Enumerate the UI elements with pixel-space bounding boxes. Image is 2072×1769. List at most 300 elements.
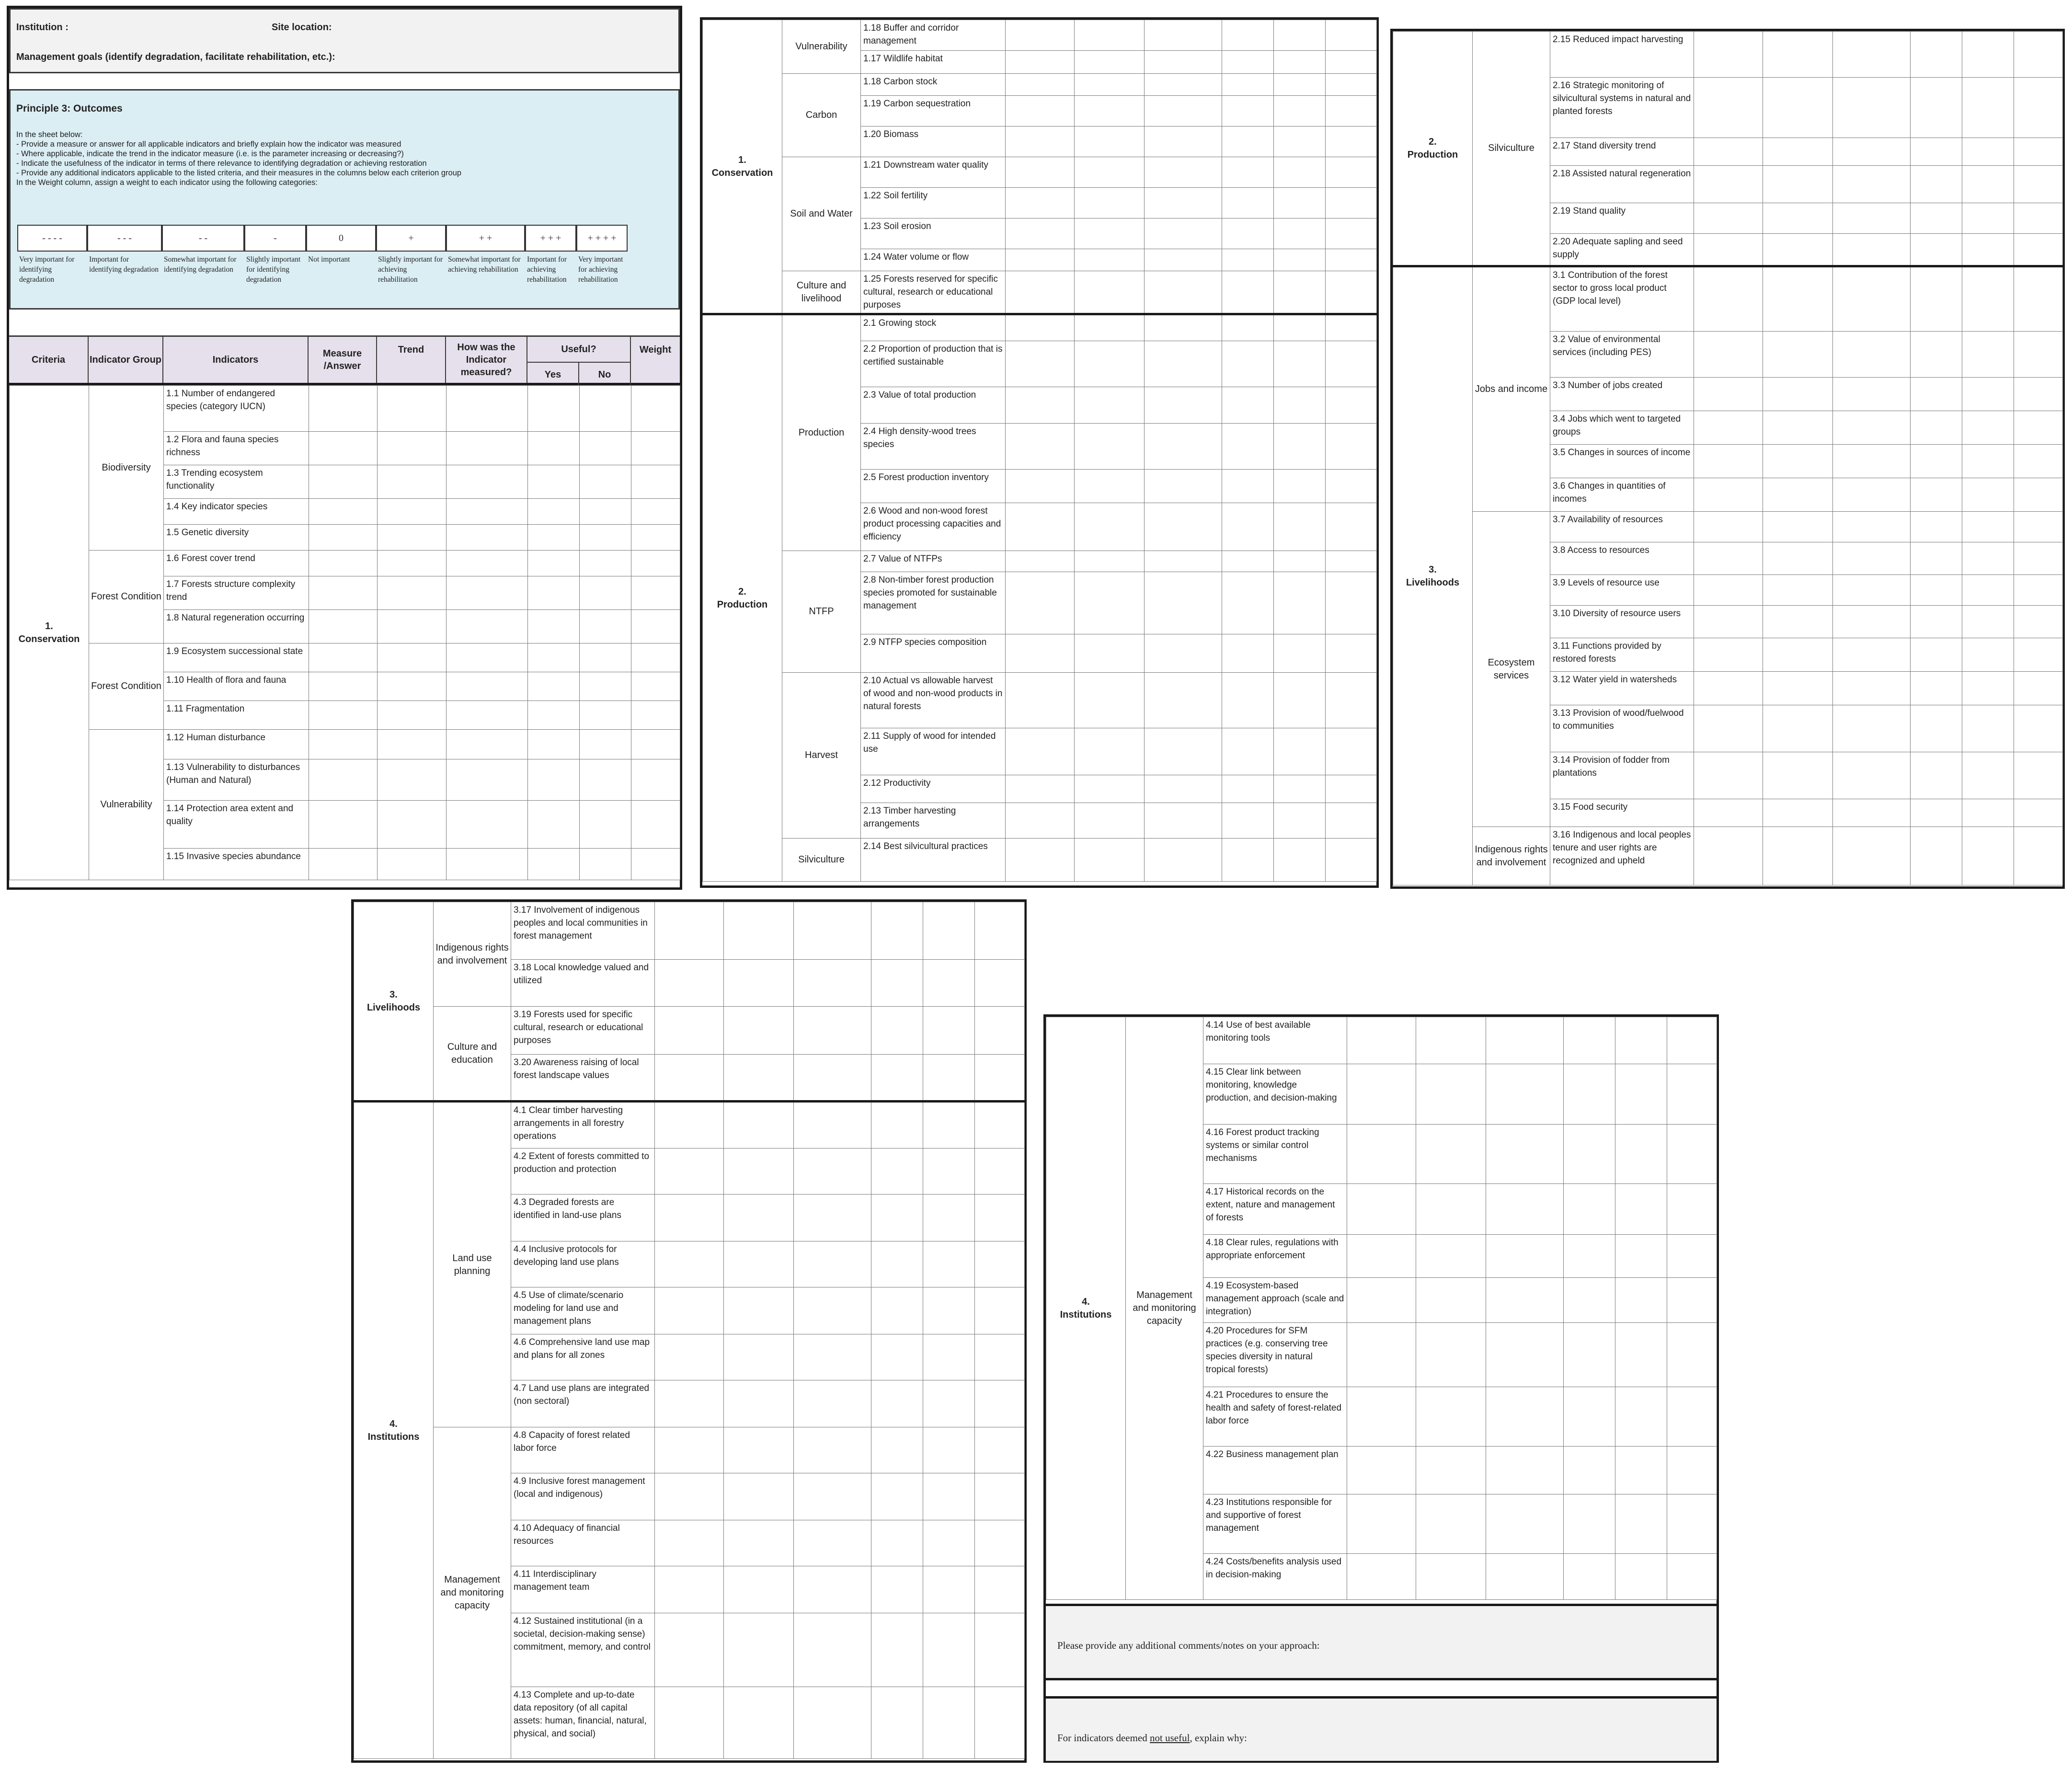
useful-yes-cell[interactable] (1222, 96, 1274, 126)
trend-cell[interactable] (1075, 673, 1145, 728)
weight-cell[interactable] (975, 1380, 1025, 1427)
useful-no-cell[interactable] (580, 759, 631, 801)
trend-cell[interactable] (378, 701, 446, 730)
useful-yes-cell[interactable] (1564, 1017, 1615, 1064)
useful-no-cell[interactable] (1274, 271, 1326, 314)
useful-yes-cell[interactable] (1222, 126, 1274, 157)
useful-yes-cell[interactable] (1911, 78, 1962, 138)
useful-no-cell[interactable] (1962, 266, 2014, 332)
measure-cell[interactable] (1347, 1387, 1416, 1447)
measure-cell[interactable] (1006, 551, 1075, 572)
useful-no-cell[interactable] (1962, 234, 2014, 266)
how-measured-cell[interactable] (446, 499, 528, 525)
trend-cell[interactable] (1763, 478, 1833, 512)
weight-cell[interactable] (631, 643, 680, 672)
trend-cell[interactable] (1075, 551, 1145, 572)
trend-cell[interactable] (1763, 32, 1833, 78)
weight-cell[interactable] (975, 1241, 1025, 1287)
how-measured-cell[interactable] (1833, 542, 1911, 575)
weight-cell[interactable] (1326, 96, 1377, 126)
measure-cell[interactable] (309, 432, 378, 465)
how-measured-cell[interactable] (446, 465, 528, 499)
useful-no-cell[interactable] (923, 902, 975, 960)
measure-cell[interactable] (655, 902, 724, 960)
useful-yes-cell[interactable] (1911, 166, 1962, 203)
trend-cell[interactable] (1763, 203, 1833, 234)
weight-cell[interactable] (2014, 378, 2063, 411)
trend-cell[interactable] (1075, 387, 1145, 424)
useful-yes-cell[interactable] (1222, 572, 1274, 634)
trend-cell[interactable] (1075, 572, 1145, 634)
measure-cell[interactable] (655, 1380, 724, 1427)
useful-no-cell[interactable] (580, 576, 631, 610)
measure-cell[interactable] (655, 1427, 724, 1473)
useful-no-cell[interactable] (1615, 1064, 1667, 1125)
useful-no-cell[interactable] (1274, 249, 1326, 271)
measure-cell[interactable] (1694, 32, 1763, 78)
trend-cell[interactable] (378, 465, 446, 499)
useful-yes-cell[interactable] (1911, 542, 1962, 575)
useful-no-cell[interactable] (580, 643, 631, 672)
measure-cell[interactable] (655, 1241, 724, 1287)
measure-cell[interactable] (309, 801, 378, 849)
useful-yes-cell[interactable] (1222, 728, 1274, 775)
useful-yes-cell[interactable] (1911, 672, 1962, 705)
trend-cell[interactable] (724, 1613, 794, 1687)
useful-yes-cell[interactable] (871, 1241, 923, 1287)
weight-cell[interactable] (2014, 575, 2063, 606)
useful-no-cell[interactable] (580, 465, 631, 499)
useful-no-cell[interactable] (1274, 673, 1326, 728)
weight-cell[interactable] (975, 902, 1025, 960)
measure-cell[interactable] (1347, 1064, 1416, 1125)
trend-cell[interactable] (1763, 266, 1833, 332)
trend-cell[interactable] (1075, 249, 1145, 271)
how-measured-cell[interactable] (1145, 634, 1222, 673)
how-measured-cell[interactable] (1145, 673, 1222, 728)
measure-cell[interactable] (1694, 827, 1763, 885)
useful-yes-cell[interactable] (1911, 606, 1962, 638)
useful-yes-cell[interactable] (871, 1007, 923, 1055)
useful-no-cell[interactable] (1274, 51, 1326, 74)
useful-no-cell[interactable] (1274, 551, 1326, 572)
useful-no-cell[interactable] (923, 1473, 975, 1520)
useful-yes-cell[interactable] (1911, 138, 1962, 166)
measure-cell[interactable] (1006, 271, 1075, 314)
trend-cell[interactable] (378, 801, 446, 849)
useful-yes-cell[interactable] (1222, 271, 1274, 314)
weight-cell[interactable] (2014, 411, 2063, 445)
weight-cell[interactable] (1326, 470, 1377, 503)
useful-no-cell[interactable] (580, 525, 631, 551)
how-measured-cell[interactable] (1145, 341, 1222, 387)
weight-cell[interactable] (631, 576, 680, 610)
weight-cell[interactable] (975, 1613, 1025, 1687)
trend-cell[interactable] (724, 1007, 794, 1055)
how-measured-cell[interactable] (1833, 138, 1911, 166)
useful-no-cell[interactable] (923, 1334, 975, 1380)
weight-cell[interactable] (2014, 752, 2063, 799)
how-measured-cell[interactable] (794, 1427, 871, 1473)
trend-cell[interactable] (724, 1427, 794, 1473)
trend-cell[interactable] (1763, 638, 1833, 672)
how-measured-cell[interactable] (794, 1380, 871, 1427)
how-measured-cell[interactable] (1486, 1184, 1564, 1235)
useful-yes-cell[interactable] (1222, 673, 1274, 728)
useful-no-cell[interactable] (1962, 78, 2014, 138)
how-measured-cell[interactable] (1486, 1494, 1564, 1554)
trend-cell[interactable] (724, 1473, 794, 1520)
trend-cell[interactable] (1763, 78, 1833, 138)
useful-yes-cell[interactable] (871, 1287, 923, 1334)
weight-cell[interactable] (631, 759, 680, 801)
weight-cell[interactable] (1326, 20, 1377, 51)
useful-yes-cell[interactable] (1564, 1125, 1615, 1184)
useful-yes-cell[interactable] (1911, 752, 1962, 799)
how-measured-cell[interactable] (1486, 1447, 1564, 1494)
useful-yes-cell[interactable] (1564, 1494, 1615, 1554)
useful-no-cell[interactable] (1274, 74, 1326, 96)
weight-cell[interactable] (1667, 1125, 1717, 1184)
measure-cell[interactable] (1006, 839, 1075, 882)
trend-cell[interactable] (378, 643, 446, 672)
how-measured-cell[interactable] (1145, 424, 1222, 470)
weight-cell[interactable] (1326, 839, 1377, 882)
measure-cell[interactable] (1694, 606, 1763, 638)
measure-cell[interactable] (1694, 234, 1763, 266)
how-measured-cell[interactable] (1145, 387, 1222, 424)
trend-cell[interactable] (1075, 341, 1145, 387)
useful-yes-cell[interactable] (1911, 445, 1962, 478)
how-measured-cell[interactable] (1145, 249, 1222, 271)
weight-cell[interactable] (975, 1195, 1025, 1241)
weight-cell[interactable] (975, 1102, 1025, 1149)
trend-cell[interactable] (1763, 411, 1833, 445)
measure-cell[interactable] (655, 1520, 724, 1566)
how-measured-cell[interactable] (1145, 470, 1222, 503)
useful-no-cell[interactable] (923, 1566, 975, 1613)
trend-cell[interactable] (1075, 218, 1145, 249)
useful-yes-cell[interactable] (1911, 705, 1962, 752)
how-measured-cell[interactable] (1145, 803, 1222, 839)
weight-cell[interactable] (975, 1287, 1025, 1334)
weight-cell[interactable] (1667, 1235, 1717, 1278)
measure-cell[interactable] (1347, 1184, 1416, 1235)
measure-cell[interactable] (1006, 218, 1075, 249)
useful-no-cell[interactable] (1962, 542, 2014, 575)
measure-cell[interactable] (655, 1473, 724, 1520)
useful-yes-cell[interactable] (1564, 1235, 1615, 1278)
measure-cell[interactable] (655, 1055, 724, 1102)
useful-yes-cell[interactable] (528, 849, 580, 880)
how-measured-cell[interactable] (794, 1520, 871, 1566)
useful-yes-cell[interactable] (1911, 234, 1962, 266)
weight-cell[interactable] (2014, 78, 2063, 138)
useful-yes-cell[interactable] (528, 499, 580, 525)
measure-cell[interactable] (1006, 728, 1075, 775)
useful-yes-cell[interactable] (1222, 51, 1274, 74)
trend-cell[interactable] (1763, 378, 1833, 411)
useful-no-cell[interactable] (580, 610, 631, 643)
useful-no-cell[interactable] (923, 1055, 975, 1102)
weight-cell[interactable] (2014, 827, 2063, 885)
weight-cell[interactable] (1326, 424, 1377, 470)
trend-cell[interactable] (378, 730, 446, 759)
weight-cell[interactable] (1326, 249, 1377, 271)
trend-cell[interactable] (724, 960, 794, 1007)
useful-no-cell[interactable] (1274, 470, 1326, 503)
how-measured-cell[interactable] (446, 432, 528, 465)
measure-cell[interactable] (655, 960, 724, 1007)
trend-cell[interactable] (1075, 503, 1145, 551)
useful-no-cell[interactable] (1962, 166, 2014, 203)
trend-cell[interactable] (724, 1149, 794, 1195)
weight-cell[interactable] (975, 960, 1025, 1007)
trend-cell[interactable] (1763, 752, 1833, 799)
how-measured-cell[interactable] (794, 1473, 871, 1520)
useful-yes-cell[interactable] (528, 576, 580, 610)
how-measured-cell[interactable] (794, 1687, 871, 1759)
useful-yes-cell[interactable] (1564, 1323, 1615, 1387)
how-measured-cell[interactable] (1145, 728, 1222, 775)
useful-yes-cell[interactable] (1911, 266, 1962, 332)
weight-cell[interactable] (1326, 157, 1377, 188)
weight-cell[interactable] (631, 465, 680, 499)
how-measured-cell[interactable] (1145, 51, 1222, 74)
how-measured-cell[interactable] (446, 643, 528, 672)
measure-cell[interactable] (1347, 1278, 1416, 1323)
trend-cell[interactable] (1075, 157, 1145, 188)
trend-cell[interactable] (724, 902, 794, 960)
measure-cell[interactable] (309, 465, 378, 499)
weight-cell[interactable] (1667, 1554, 1717, 1600)
weight-cell[interactable] (2014, 445, 2063, 478)
trend-cell[interactable] (1763, 445, 1833, 478)
how-measured-cell[interactable] (1833, 672, 1911, 705)
useful-no-cell[interactable] (1274, 188, 1326, 218)
trend-cell[interactable] (1763, 575, 1833, 606)
how-measured-cell[interactable] (446, 849, 528, 880)
measure-cell[interactable] (309, 701, 378, 730)
how-measured-cell[interactable] (1486, 1554, 1564, 1600)
trend-cell[interactable] (1075, 74, 1145, 96)
trend-cell[interactable] (378, 672, 446, 701)
useful-yes-cell[interactable] (1911, 32, 1962, 78)
trend-cell[interactable] (378, 576, 446, 610)
useful-yes-cell[interactable] (1222, 74, 1274, 96)
useful-yes-cell[interactable] (528, 759, 580, 801)
useful-no-cell[interactable] (1274, 572, 1326, 634)
useful-yes-cell[interactable] (528, 465, 580, 499)
trend-cell[interactable] (1763, 332, 1833, 378)
how-measured-cell[interactable] (794, 960, 871, 1007)
measure-cell[interactable] (655, 1566, 724, 1613)
trend-cell[interactable] (378, 386, 446, 432)
measure-cell[interactable] (309, 643, 378, 672)
how-measured-cell[interactable] (1145, 775, 1222, 803)
measure-cell[interactable] (1694, 799, 1763, 827)
measure-cell[interactable] (309, 610, 378, 643)
how-measured-cell[interactable] (1145, 314, 1222, 341)
measure-cell[interactable] (1006, 314, 1075, 341)
trend-cell[interactable] (1763, 138, 1833, 166)
weight-cell[interactable] (975, 1687, 1025, 1759)
useful-no-cell[interactable] (1962, 411, 2014, 445)
useful-yes-cell[interactable] (1222, 249, 1274, 271)
trend-cell[interactable] (1075, 126, 1145, 157)
how-measured-cell[interactable] (446, 672, 528, 701)
weight-cell[interactable] (2014, 32, 2063, 78)
useful-yes-cell[interactable] (1222, 20, 1274, 51)
how-measured-cell[interactable] (1145, 551, 1222, 572)
how-measured-cell[interactable] (1833, 234, 1911, 266)
how-measured-cell[interactable] (1145, 157, 1222, 188)
useful-no-cell[interactable] (923, 1427, 975, 1473)
weight-cell[interactable] (975, 1566, 1025, 1613)
trend-cell[interactable] (1763, 512, 1833, 542)
measure-cell[interactable] (1347, 1494, 1416, 1554)
useful-no-cell[interactable] (1274, 126, 1326, 157)
how-measured-cell[interactable] (1145, 188, 1222, 218)
trend-cell[interactable] (1075, 188, 1145, 218)
useful-no-cell[interactable] (1962, 512, 2014, 542)
useful-yes-cell[interactable] (1564, 1554, 1615, 1600)
how-measured-cell[interactable] (1833, 203, 1911, 234)
useful-no-cell[interactable] (1615, 1494, 1667, 1554)
how-measured-cell[interactable] (1486, 1017, 1564, 1064)
measure-cell[interactable] (1006, 188, 1075, 218)
useful-no-cell[interactable] (1615, 1447, 1667, 1494)
trend-cell[interactable] (1416, 1447, 1486, 1494)
how-measured-cell[interactable] (1145, 96, 1222, 126)
useful-no-cell[interactable] (1274, 387, 1326, 424)
weight-cell[interactable] (975, 1055, 1025, 1102)
weight-cell[interactable] (1326, 126, 1377, 157)
useful-no-cell[interactable] (580, 849, 631, 880)
measure-cell[interactable] (1006, 341, 1075, 387)
trend-cell[interactable] (378, 849, 446, 880)
useful-yes-cell[interactable] (1564, 1184, 1615, 1235)
useful-yes-cell[interactable] (1564, 1278, 1615, 1323)
useful-yes-cell[interactable] (1222, 775, 1274, 803)
useful-yes-cell[interactable] (1222, 157, 1274, 188)
how-measured-cell[interactable] (1833, 411, 1911, 445)
measure-cell[interactable] (1006, 126, 1075, 157)
useful-yes-cell[interactable] (1911, 332, 1962, 378)
weight-cell[interactable] (1326, 551, 1377, 572)
trend-cell[interactable] (1416, 1125, 1486, 1184)
how-measured-cell[interactable] (794, 1102, 871, 1149)
measure-cell[interactable] (1694, 672, 1763, 705)
weight-cell[interactable] (2014, 638, 2063, 672)
measure-cell[interactable] (655, 1287, 724, 1334)
weight-cell[interactable] (1326, 218, 1377, 249)
useful-no-cell[interactable] (1962, 445, 2014, 478)
useful-yes-cell[interactable] (1222, 803, 1274, 839)
useful-yes-cell[interactable] (1222, 424, 1274, 470)
how-measured-cell[interactable] (794, 1613, 871, 1687)
measure-cell[interactable] (1006, 503, 1075, 551)
trend-cell[interactable] (1416, 1554, 1486, 1600)
weight-cell[interactable] (2014, 266, 2063, 332)
weight-cell[interactable] (2014, 203, 2063, 234)
useful-yes-cell[interactable] (871, 1473, 923, 1520)
useful-yes-cell[interactable] (1564, 1387, 1615, 1447)
trend-cell[interactable] (1416, 1387, 1486, 1447)
useful-yes-cell[interactable] (1222, 188, 1274, 218)
measure-cell[interactable] (1006, 157, 1075, 188)
measure-cell[interactable] (1347, 1125, 1416, 1184)
how-measured-cell[interactable] (446, 551, 528, 576)
trend-cell[interactable] (1763, 705, 1833, 752)
useful-yes-cell[interactable] (871, 1520, 923, 1566)
weight-cell[interactable] (631, 672, 680, 701)
trend-cell[interactable] (1075, 728, 1145, 775)
not-useful-notes-box[interactable] (1046, 1696, 1717, 1761)
useful-no-cell[interactable] (1962, 606, 2014, 638)
how-measured-cell[interactable] (794, 1055, 871, 1102)
measure-cell[interactable] (1694, 78, 1763, 138)
useful-yes-cell[interactable] (1911, 638, 1962, 672)
weight-cell[interactable] (2014, 512, 2063, 542)
useful-no-cell[interactable] (1274, 839, 1326, 882)
measure-cell[interactable] (1694, 705, 1763, 752)
useful-yes-cell[interactable] (528, 643, 580, 672)
useful-yes-cell[interactable] (1222, 634, 1274, 673)
weight-cell[interactable] (631, 730, 680, 759)
trend-cell[interactable] (724, 1195, 794, 1241)
measure-cell[interactable] (1694, 512, 1763, 542)
useful-yes-cell[interactable] (871, 1334, 923, 1380)
trend-cell[interactable] (1416, 1184, 1486, 1235)
useful-no-cell[interactable] (1962, 672, 2014, 705)
useful-yes-cell[interactable] (1222, 551, 1274, 572)
measure-cell[interactable] (309, 672, 378, 701)
useful-yes-cell[interactable] (1911, 575, 1962, 606)
trend-cell[interactable] (1075, 314, 1145, 341)
weight-cell[interactable] (1326, 74, 1377, 96)
useful-yes-cell[interactable] (871, 1613, 923, 1687)
useful-yes-cell[interactable] (1911, 411, 1962, 445)
useful-no-cell[interactable] (1274, 20, 1326, 51)
useful-yes-cell[interactable] (1911, 512, 1962, 542)
trend-cell[interactable] (1763, 799, 1833, 827)
how-measured-cell[interactable] (1145, 572, 1222, 634)
useful-yes-cell[interactable] (871, 1055, 923, 1102)
useful-no-cell[interactable] (1962, 203, 2014, 234)
measure-cell[interactable] (655, 1149, 724, 1195)
trend-cell[interactable] (1416, 1064, 1486, 1125)
how-measured-cell[interactable] (446, 610, 528, 643)
useful-yes-cell[interactable] (1911, 799, 1962, 827)
useful-no-cell[interactable] (1962, 32, 2014, 78)
how-measured-cell[interactable] (1833, 32, 1911, 78)
measure-cell[interactable] (309, 551, 378, 576)
trend-cell[interactable] (1075, 634, 1145, 673)
useful-yes-cell[interactable] (871, 1195, 923, 1241)
how-measured-cell[interactable] (1145, 503, 1222, 551)
useful-yes-cell[interactable] (1222, 341, 1274, 387)
measure-cell[interactable] (1006, 249, 1075, 271)
trend-cell[interactable] (724, 1102, 794, 1149)
useful-no-cell[interactable] (580, 432, 631, 465)
trend-cell[interactable] (378, 610, 446, 643)
measure-cell[interactable] (309, 849, 378, 880)
measure-cell[interactable] (1006, 424, 1075, 470)
how-measured-cell[interactable] (794, 1241, 871, 1287)
how-measured-cell[interactable] (1833, 378, 1911, 411)
weight-cell[interactable] (1667, 1278, 1717, 1323)
